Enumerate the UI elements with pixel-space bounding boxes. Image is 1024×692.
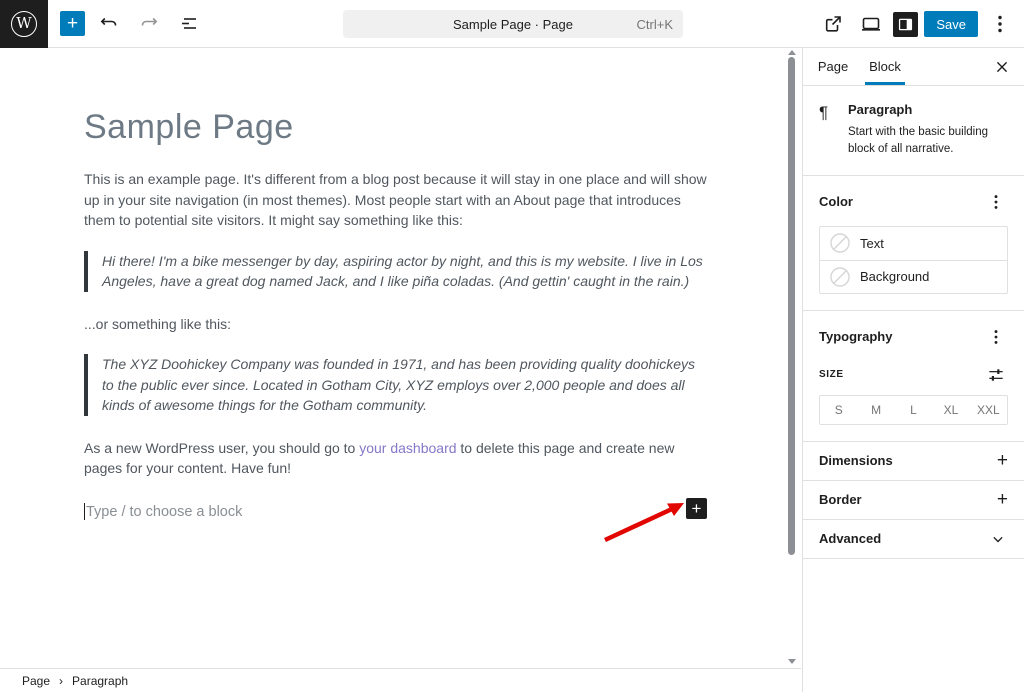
settings-sidebar-toggle[interactable] [893,12,918,37]
sidebar-panel-icon [896,15,915,34]
background-color-row[interactable] [820,260,1007,293]
quote-2-text: The XYZ Doohickey Company was founded in 1971, and has been providing quality doohickeys to the public ever since. Located in Gotham City, XYZ employs over 2,000 people and does all kinds of awesome things for the Gotham community. [102,356,696,413]
font-size-small[interactable]: S [820,396,857,424]
block-breadcrumb [0,668,801,692]
font-size-label: SIZE [819,369,844,380]
block-card-title: Paragraph [848,102,913,117]
typography-section [803,311,1024,442]
background-color-label: Background [860,269,930,284]
dashboard-link[interactable]: your dashboard [359,439,457,456]
size-settings-button[interactable] [984,363,1008,387]
undo-icon [97,12,121,36]
sidebar-tabs [803,48,1024,86]
border-panel-toggle[interactable] [803,481,1024,520]
plus-icon: + [996,489,1008,510]
paragraph-block-1[interactable]: This is an example page. It's different from a blog post because it will stay in one place and will show up in your site navigation (in most themes). Most people start with an About page that introduces them to potential site visitors. It might say something like this: [84,171,707,228]
dimensions-panel-label: Dimensions [819,453,893,468]
text-color-row[interactable] [820,227,1007,260]
font-size-xxl[interactable]: XXL [970,396,1007,424]
empty-paragraph-block[interactable] [84,498,708,523]
text-caret [84,503,85,520]
kebab-menu-icon [986,327,1006,347]
sliders-icon [986,365,1006,385]
chevron-down-icon [988,529,1008,549]
preview-button[interactable] [855,8,887,40]
block-card-description: Start with the basic building block of all narrative. [848,126,988,156]
border-panel-label: Border [819,492,862,507]
quote-block-2[interactable] [84,354,710,416]
plus-icon: + [996,450,1008,471]
quote-1-text: Hi there! I'm a bike messenger by day, aspiring actor by night, and this is my website. I live in Los Angeles, have a great dog named Jack, and I like piña coladas. (And gettin' caught in the rain.) [102,252,703,289]
quote-block-1[interactable] [84,251,710,292]
redo-icon [137,12,161,36]
typography-section-title: Typography [819,329,893,344]
content-scrollbar[interactable] [786,48,798,668]
font-size-segmented-control [819,395,1008,425]
toolbar-block-inserter-button[interactable]: + [60,11,85,36]
block-card [803,86,1024,176]
settings-sidebar [802,48,1024,692]
redo-button[interactable] [133,8,165,40]
block-inserter-button[interactable]: + [686,498,707,519]
document-bar-shortcut: Ctrl+K [636,16,673,32]
list-view-icon [177,12,201,36]
kebab-menu-icon [988,12,1012,36]
dimensions-panel-toggle[interactable] [803,442,1024,481]
paragraph-block-icon: ¶ [819,103,829,122]
color-options-button[interactable] [984,190,1008,214]
options-menu-button[interactable] [984,8,1016,40]
top-toolbar [0,0,1024,48]
wordpress-logo[interactable] [0,0,48,48]
breadcrumb-page[interactable]: Page [22,673,51,688]
scroll-up-arrow[interactable] [788,50,796,55]
laptop-icon [859,12,883,36]
editor-canvas [0,48,801,668]
color-options-box [819,226,1008,294]
undo-button[interactable] [93,8,125,40]
paragraph-block-3[interactable]: As a new WordPress user, you should go to your dashboard to delete this page and create new pages for your content. Have fun! [84,439,675,476]
no-color-swatch-icon [830,233,850,253]
block-placeholder-text: Type / to choose a block [86,503,243,520]
view-site-button[interactable] [817,8,849,40]
post-title[interactable]: Sample Page [84,108,294,146]
paragraph-block-2[interactable]: ...or something like this: [84,315,232,332]
advanced-panel-label: Advanced [819,531,882,546]
font-size-large[interactable]: L [895,396,932,424]
typography-options-button[interactable] [984,325,1008,349]
wordpress-logo-icon: W [11,11,37,37]
color-section [803,176,1024,311]
kebab-menu-icon [986,192,1006,212]
advanced-panel-toggle[interactable] [803,520,1024,559]
font-size-xl[interactable]: XL [932,396,969,424]
tab-block[interactable]: Block [859,48,911,85]
breadcrumb-paragraph[interactable]: Paragraph [72,673,129,688]
external-link-icon [821,12,845,36]
document-bar[interactable] [343,10,683,38]
scrollbar-thumb[interactable] [788,57,795,555]
font-size-medium[interactable]: M [857,396,894,424]
save-button[interactable]: Save [924,11,978,37]
close-icon [991,56,1013,78]
document-bar-title: Sample Page · Page [453,16,573,32]
close-sidebar-button[interactable] [986,51,1018,83]
color-section-title: Color [819,194,853,209]
text-color-label: Text [860,235,884,251]
scroll-down-arrow[interactable] [788,659,796,664]
breadcrumb-separator-icon: › [59,673,64,688]
tab-page[interactable]: Page [807,48,859,85]
document-overview-button[interactable] [173,8,205,40]
no-color-swatch-icon [830,267,850,287]
